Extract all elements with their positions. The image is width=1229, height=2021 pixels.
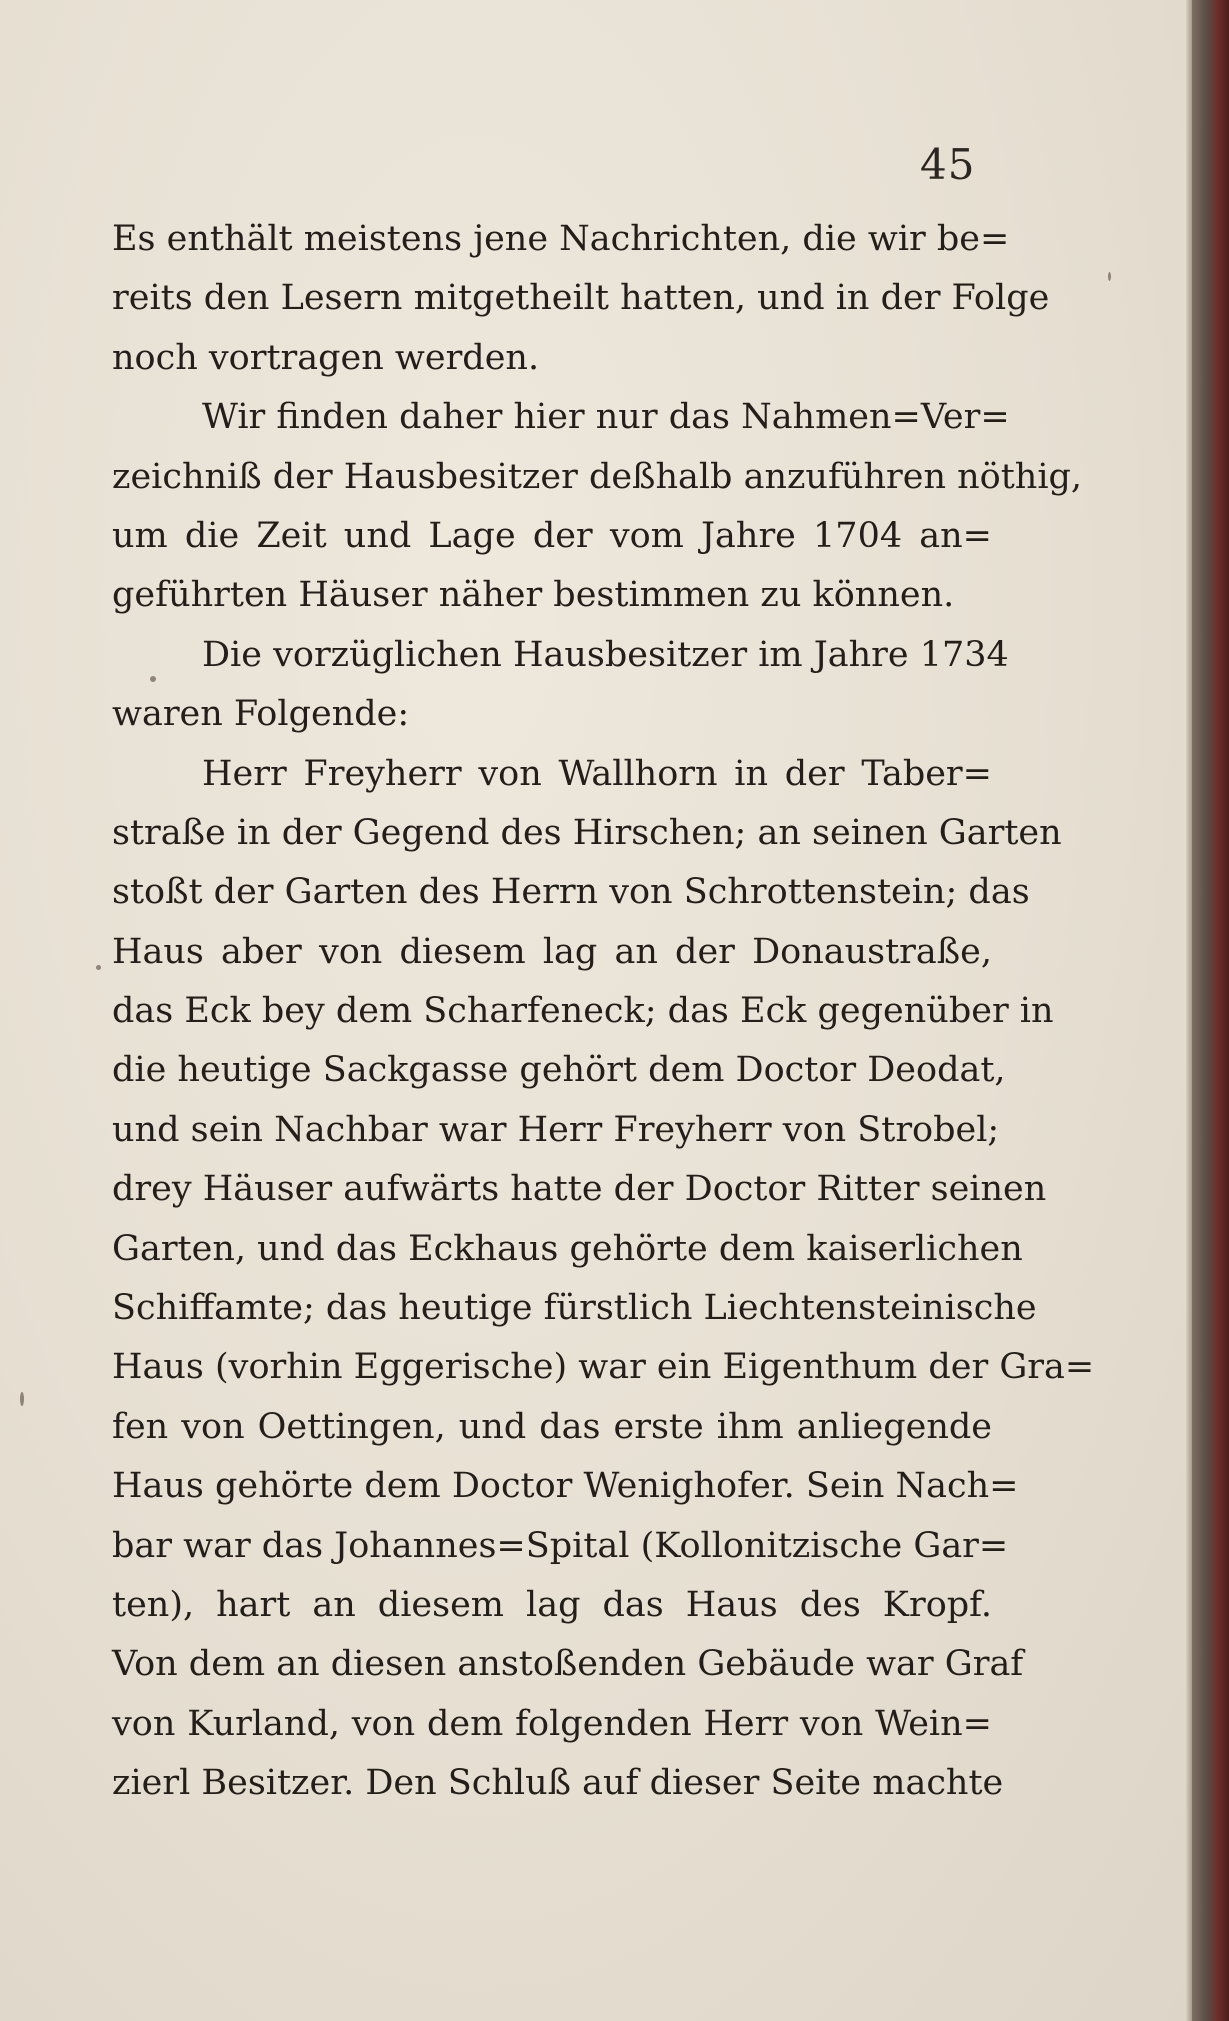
text-line: zierl Besitzer. Den Schluß auf dieser Seite machte — [112, 1763, 1004, 1804]
text-line: Es enthält meistens jene Nachrichten, die wir be= — [112, 219, 1010, 259]
paper-speck — [150, 676, 156, 682]
text-line: das Eck bey dem Scharfeneck; das Eck gegenüber in — [112, 991, 1054, 1032]
text-line: geführten Häuser näher bestimmen zu können. — [112, 575, 955, 616]
text-line: von Kurland, von dem folgenden Herr von Wein= — [112, 1703, 992, 1744]
paper-speck — [96, 965, 101, 970]
page-number: 45 — [920, 140, 976, 189]
text-line: stoßt der Garten des Herrn von Schrottenstein; das — [112, 872, 1030, 913]
text-line: und sein Nachbar war Herr Freyherr von Strobel; — [112, 1109, 1000, 1150]
text-line: ten), hart an diesem lag das Haus des Kropf. — [112, 1584, 992, 1625]
text-line: Haus gehörte dem Doctor Wenighofer. Sein Nach= — [112, 1466, 1019, 1507]
page-text — [112, 210, 1095, 1814]
text-line: Herr Freyherr von Wallhorn in der Taber= — [202, 753, 992, 794]
text-line: Haus aber von diesem lag an der Donaustraße, — [112, 931, 992, 972]
text-line: reits den Lesern mitgetheilt hatten, und in der Folge — [112, 278, 1050, 319]
text-line: Von dem an diesen anstoßenden Gebäude war Graf — [112, 1644, 1024, 1685]
text-line: straße in der Gegend des Hirschen; an seinen Garten — [112, 812, 1062, 853]
paper-speck — [1108, 272, 1111, 281]
text-line: Wir finden daher hier nur das Nahmen=Ver= — [202, 397, 1010, 438]
text-line: noch vortragen werden. — [112, 337, 540, 378]
text-line: Schiffamte; das heutige fürstlich Liechtensteinische — [112, 1288, 1037, 1329]
text-line: drey Häuser aufwärts hatte der Doctor Ritter seinen — [112, 1169, 1047, 1210]
text-line: zeichniß der Hausbesitzer deßhalb anzuführen nöthig, — [112, 456, 1083, 497]
text-line: fen von Oettingen, und das erste ihm anliegende — [112, 1406, 992, 1447]
text-line: um die Zeit und Lage der vom Jahre 1704 an= — [112, 515, 992, 556]
text-line: bar war das Johannes=Spital (Kollonitzische Gar= — [112, 1525, 1009, 1566]
text-line: waren Folgende: — [112, 694, 410, 735]
text-line: Haus (vorhin Eggerische) war ein Eigenthum der Gra= — [112, 1347, 1095, 1388]
text-line: die heutige Sackgasse gehört dem Doctor Deodat, — [112, 1050, 1006, 1091]
text-line: Die vorzüglichen Hausbesitzer im Jahre 1734 — [202, 634, 1009, 675]
text-line: Garten, und das Eckhaus gehörte dem kaiserlichen — [112, 1228, 1023, 1269]
paper-speck — [20, 1392, 24, 1406]
book-spine — [1192, 0, 1229, 2021]
